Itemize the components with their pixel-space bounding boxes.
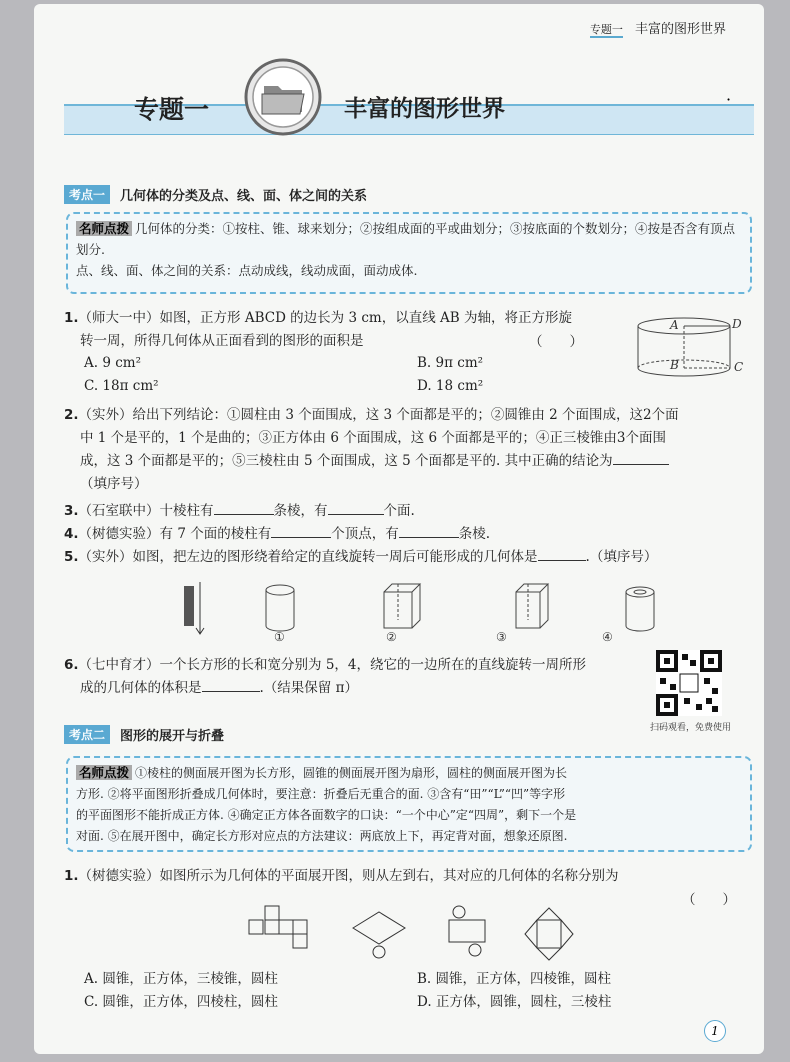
- answer-blank[interactable]: [399, 523, 459, 538]
- section2-tip-box: [66, 756, 752, 852]
- question-text: 中 1 个是平的，1 个是曲的；③正方体由 6 个面围成，这 6 个面都是平的；④正三棱锥由3个面围: [80, 430, 666, 446]
- qr-code-icon[interactable]: [656, 650, 722, 716]
- question-number: 6.: [64, 657, 79, 673]
- folder-icon: [244, 58, 322, 136]
- banner-dot: ·: [726, 90, 732, 109]
- answer-paren: （ ）: [682, 892, 736, 908]
- section2-title: 图形的展开与折叠: [120, 728, 225, 744]
- question-text: 转一周，所得几何体从正面看到的图形的面积是: [80, 333, 364, 349]
- question-text: （师大一中）如图，正方形 ABCD 的边长为 3 cm，以直线 AB 为轴，将正方形旋: [78, 310, 572, 326]
- question-2: [64, 404, 754, 496]
- qr-caption: 扫码观看，免费使用: [650, 723, 732, 733]
- tip-text: 点、线、面、体之间的关系：点动成线，线动成面，面动成体.: [76, 263, 418, 278]
- question-6: [64, 654, 754, 700]
- option-a: A. 9 cm²: [84, 355, 141, 371]
- rotation-figures: [184, 582, 664, 642]
- question-number: 5.: [64, 549, 79, 565]
- option-b: B. 9π cm²: [417, 355, 484, 371]
- section1-tag: 考点一: [64, 185, 110, 204]
- question-5: [64, 546, 754, 569]
- answer-paren: （ ）: [529, 334, 583, 350]
- section1-tip-box: [66, 212, 752, 294]
- question-number: 2.: [64, 407, 79, 423]
- option-c: C. 18π cm²: [84, 378, 159, 394]
- banner-topic-number: 专题一: [134, 95, 210, 124]
- question-text: .（填序号）: [585, 549, 658, 565]
- point-label-a: A: [670, 318, 679, 332]
- question-text: 个顶点，有: [331, 526, 399, 542]
- tip-text: 方形. ②将平面图形折叠成几何体时，要注意：折叠后无重合的面. ③含有“田”“L”“凹”等字形: [76, 787, 566, 801]
- answer-blank[interactable]: [202, 677, 260, 692]
- question-text: 条棱.: [458, 526, 490, 542]
- tip-text: ①棱柱的侧面展开图为长方形，圆锥的侧面展开图为扇形，圆柱的侧面展开图为长: [135, 766, 568, 780]
- question-text: （实外）给出下列结论：①圆柱由 3 个面围成，这 3 个面都是平的；②圆锥由 2 个面围成，这2个面: [78, 407, 679, 423]
- tip-text: 的平面图形不能折成正方体. ④确定正方体各面数字的口诀：“一个中心”定“四周”，剩下一个是: [76, 808, 577, 822]
- option-a: A. 圆锥，正方体，三棱锥，圆柱: [84, 971, 278, 987]
- tip-label: 名师点拨: [76, 765, 132, 780]
- question-number: 1.: [64, 310, 79, 326]
- figure-label-2: ②: [386, 630, 397, 644]
- cylinder-figure: [634, 316, 744, 388]
- question-4: [64, 523, 754, 546]
- page-number: 1: [704, 1020, 726, 1042]
- question-text: 成的几何体的体积是: [80, 680, 202, 696]
- figure-label-3: ③: [496, 630, 507, 644]
- question-text: 成，这 3 个面都是平的；⑤三棱柱由 5 个面围成，这 5 个面都是平的. 其中正确的结论为: [80, 453, 613, 469]
- page: [34, 4, 764, 1054]
- point-label-c: C: [734, 360, 744, 374]
- point-label-b: B: [670, 358, 679, 372]
- question-text: （石室联中）十棱柱有: [78, 503, 214, 519]
- question-text: （树德实验）如图所示为几何体的平面展开图，则从左到右，其对应的几何体的名称分别为: [78, 868, 619, 884]
- tip-label: 名师点拨: [76, 221, 132, 236]
- running-head-title: 丰富的图形世界: [634, 22, 726, 37]
- question-text: （树德实验）有 7 个面的棱柱有: [78, 526, 272, 542]
- question-3: [64, 500, 754, 523]
- net-figures: [249, 904, 609, 966]
- question-number: 4.: [64, 526, 79, 542]
- tip-text: 几何体的分类：①按柱、锥、球来划分；②按组成面的平或曲划分；③按底面的个数划分；④按是否含有顶点划分.: [76, 221, 736, 257]
- section1-title: 几何体的分类及点、线、面、体之间的关系: [120, 188, 368, 204]
- question-text: 条棱，有: [273, 503, 328, 519]
- answer-blank[interactable]: [271, 523, 331, 538]
- question-text: .（结果保留 π）: [259, 680, 358, 696]
- figure-label-4: ④: [602, 630, 613, 644]
- answer-blank[interactable]: [538, 546, 586, 561]
- option-d: D. 18 cm²: [417, 378, 484, 394]
- answer-blank[interactable]: [613, 450, 669, 465]
- option-b: B. 圆锥，正方体，四棱锥，圆柱: [417, 971, 612, 987]
- running-head: [590, 18, 726, 37]
- question-number: 1.: [64, 868, 79, 884]
- point-label-d: D: [732, 317, 742, 331]
- running-head-tag: 专题一: [589, 23, 623, 36]
- option-c: C. 圆锥，正方体，四棱柱，圆柱: [84, 994, 278, 1010]
- answer-blank[interactable]: [214, 500, 274, 515]
- section2-tag: 考点二: [64, 725, 110, 744]
- question-number: 3.: [64, 503, 79, 519]
- question-text: 个面.: [383, 503, 415, 519]
- question-text: （七中育才）一个长方形的长和宽分别为 5，4，绕它的一边所在的直线旋转一周所形: [78, 657, 586, 673]
- section2-question-1: [64, 865, 754, 888]
- figure-label-1: ①: [274, 630, 285, 644]
- question-text: （实外）如图，把左边的图形绕着给定的直线旋转一周后可能形成的几何体是: [78, 549, 538, 565]
- answer-blank[interactable]: [328, 500, 384, 515]
- option-d: D. 正方体，圆锥，圆柱，三棱柱: [417, 994, 612, 1010]
- question-text: （填序号）: [80, 476, 148, 492]
- section1-heading: [64, 184, 367, 204]
- banner-topic-title: 丰富的图形世界: [344, 96, 505, 122]
- tip-text: 对面. ⑤在展开图中，确定长方形对应点的方法建议：两底放上下，再定背对面，想象还原图.: [76, 829, 568, 843]
- section2-heading: [64, 724, 224, 744]
